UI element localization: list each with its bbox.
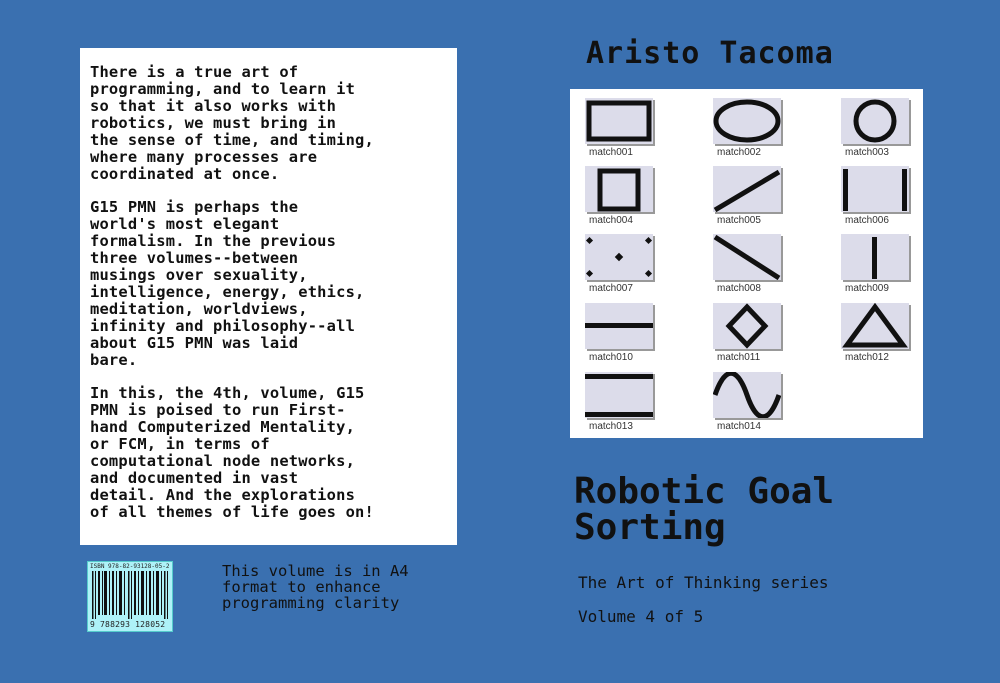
- match-tile-label: match006: [845, 215, 889, 226]
- format-note: This volume is in A4 format to enhance programming clarity: [222, 562, 409, 612]
- match-tile: [585, 372, 653, 418]
- match-tile: [713, 166, 781, 212]
- match-tile: [713, 303, 781, 349]
- match-tile-label: match002: [717, 147, 761, 158]
- match-tile-label: match012: [845, 352, 889, 363]
- match-tile: [713, 98, 781, 144]
- match-tile-label: match001: [589, 147, 633, 158]
- match-tile: [585, 303, 653, 349]
- match-tile: [713, 234, 781, 280]
- barcode-number: 9 788293 128052: [90, 620, 166, 629]
- match-tile: [841, 303, 909, 349]
- two-horizontal-bars-icon: [585, 372, 653, 418]
- blurb-paragraph-1: There is a true art of programming, and to learn it so that it also works with robotics, we must bring in the sense of time, and timing, where many processes are coordinated at once.: [90, 63, 374, 183]
- match-tile-label: match013: [589, 421, 633, 432]
- two-vertical-bars-icon: [841, 166, 909, 212]
- blurb-paragraph-3: In this, the 4th, volume, G15 PMN is poised to run First- hand Computerized Mentality, or FCM, in terms of computational node networks, and documented in vast detail. And the explorations of all themes of life goes on!: [90, 384, 374, 521]
- match-tile-label: match007: [589, 283, 633, 294]
- match-tile: [841, 234, 909, 280]
- match-tile: [713, 372, 781, 418]
- match-tile-label: match010: [589, 352, 633, 363]
- match-tile-label: match004: [589, 215, 633, 226]
- match-tile: [841, 166, 909, 212]
- match-tile-label: match011: [717, 352, 761, 363]
- square-icon: [585, 166, 653, 212]
- book-title: Robotic Goal Sorting: [574, 471, 835, 548]
- blurb-paragraph-2: G15 PMN is perhaps the world's most elegant formalism. In the previous three volumes--between musings over sexuality, intelligence, energy, ethics, meditation, worldviews, infinity and philosophy--all about G15 PMN was laid bare.: [90, 198, 365, 369]
- rising-diagonal-line-icon: [713, 166, 781, 212]
- isbn-label: ISBN 978-82-93128-05-2: [90, 563, 170, 570]
- match-tile: [585, 98, 653, 144]
- triangle-icon: [841, 303, 909, 349]
- match-tile: [841, 98, 909, 144]
- author-name: Aristo Tacoma: [586, 36, 834, 71]
- isbn-barcode: [87, 561, 173, 632]
- match-tile-label: match008: [717, 283, 761, 294]
- match-tile: [585, 234, 653, 280]
- volume-number: Volume 4 of 5: [578, 607, 704, 626]
- horizontal-line-icon: [585, 303, 653, 349]
- barcode-bars-icon: [92, 571, 168, 619]
- match-tile-label: match014: [717, 421, 761, 432]
- diamond-icon: [713, 303, 781, 349]
- wide-rectangle-icon: [585, 98, 653, 144]
- sine-wave-icon: [713, 372, 781, 418]
- match-tile: [585, 166, 653, 212]
- ellipse-icon: [713, 98, 781, 144]
- match-tile-label: match003: [845, 147, 889, 158]
- vertical-line-icon: [841, 234, 909, 280]
- falling-diagonal-line-icon: [713, 234, 781, 280]
- circle-icon: [841, 98, 909, 144]
- five-dots-icon: [585, 234, 653, 280]
- back-cover-blurb: [90, 64, 450, 537]
- series-name: The Art of Thinking series: [578, 573, 829, 592]
- match-tile-label: match009: [845, 283, 889, 294]
- match-tile-label: match005: [717, 215, 761, 226]
